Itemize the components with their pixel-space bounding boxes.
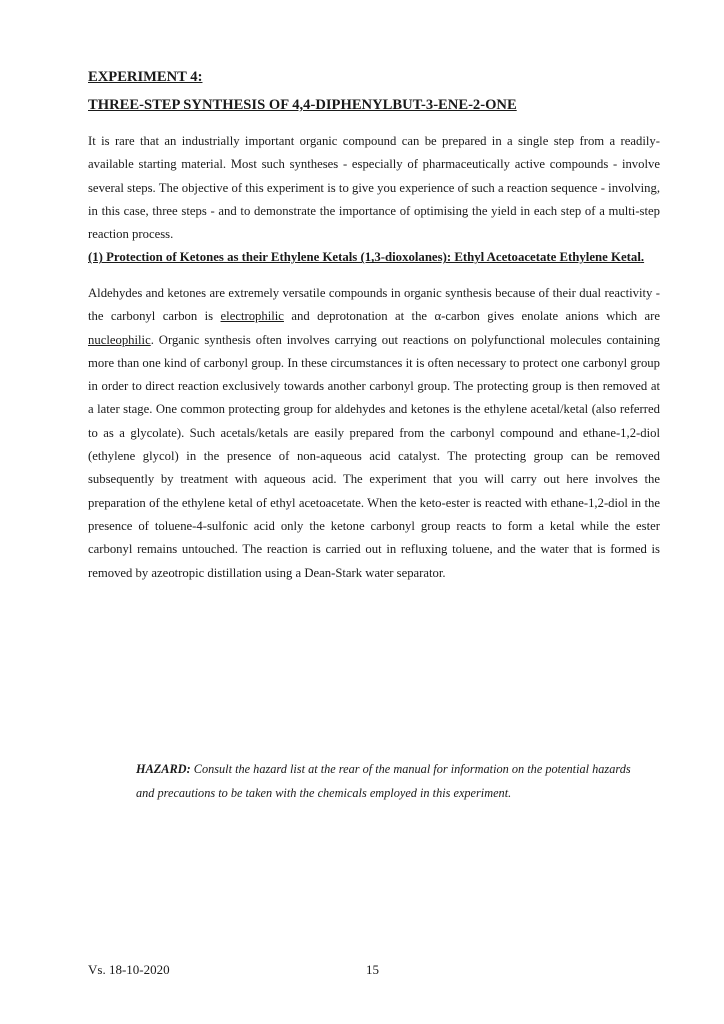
section-1-heading-text: (1) Protection of Ketones as their Ethylene Ketals (1,3-dioxolanes): Ethyl Acetoacetate Ethylene Ketal [88,250,641,265]
term-electrophilic: electrophilic [220,309,284,324]
page-number: 15 [366,962,379,977]
document-page [88,66,660,585]
hazard-label: HAZARD: [136,762,191,776]
intro-paragraph: It is rare that an industrially important organic compound can be prepared in a single step from a readily-available starting material. Most such syntheses - especially of pharmaceutically active compounds - involve several steps. The objective of this experiment is to give you experience of such a reaction sequence - involving, in this case, three steps - and to demonstrate the importance of optimising the yield in each step of a multi-step reaction process. [88,134,660,242]
paragraph-text-end: . Organic synthesis often involves carrying out reactions on polyfunctional molecules containing more than one kind of carbonyl group. In these circumstances it is often necessary to protect one carbonyl group in order to direct reaction exclusively towards another carbonyl group. The protecting group is then removed at a later stage. One common protecting group for aldehydes and ketones is the ethylene acetal/ketal (also referred to as a glycolate). Such acetals/ketals are easily prepared from the carbonyl compound and ethane-1,2-diol (ethylene glycol) in the presence of non-aqueous acid catalyst. The protecting group can be removed subsequently by treatment with aqueous acid. The experiment that you will carry out here involves the preparation of the ethylene ketal of ethyl acetoacetate. When the keto-ester is reacted with ethane-1,2-diol in the presence of toluene-4-sulfonic acid only the ketone carbonyl group reacts to form a ketal while the ester carbonyl remains untouched. The reaction is carried out in refluxing toluene, and the water that is formed is removed by azeotropic distillation using a Dean-Stark water separator. [88,332,660,580]
experiment-subtitle: THREE-STEP SYNTHESIS OF 4,4-DIPHENYLBUT-3-ENE-2-ONE [88,97,517,113]
term-nucleophilic: nucleophilic [88,332,151,347]
section-1-paragraph [88,282,660,585]
section-1-heading-period: . [640,250,645,265]
experiment-title: EXPERIMENT 4: [88,69,203,85]
footer-version: Vs. 18-10-2020 [88,962,170,977]
hazard-note [136,758,641,805]
paragraph-text-start: Aldehydes and ketones are extremely versatile compounds in organic synthesis because of their dual reactivity - the carbonyl carbon is [88,285,660,324]
hazard-text: Consult the hazard list at the rear of the manual for information on the potential hazards and precautions to be taken with the chemicals employed in this experiment. [136,762,631,800]
paragraph-text-mid-1: and deprotonation at the [283,309,435,324]
paragraph-text-mid-2: -carbon gives enolate anions which are [441,309,660,324]
section-1-heading [88,246,660,270]
alpha-symbol: α [434,309,442,324]
